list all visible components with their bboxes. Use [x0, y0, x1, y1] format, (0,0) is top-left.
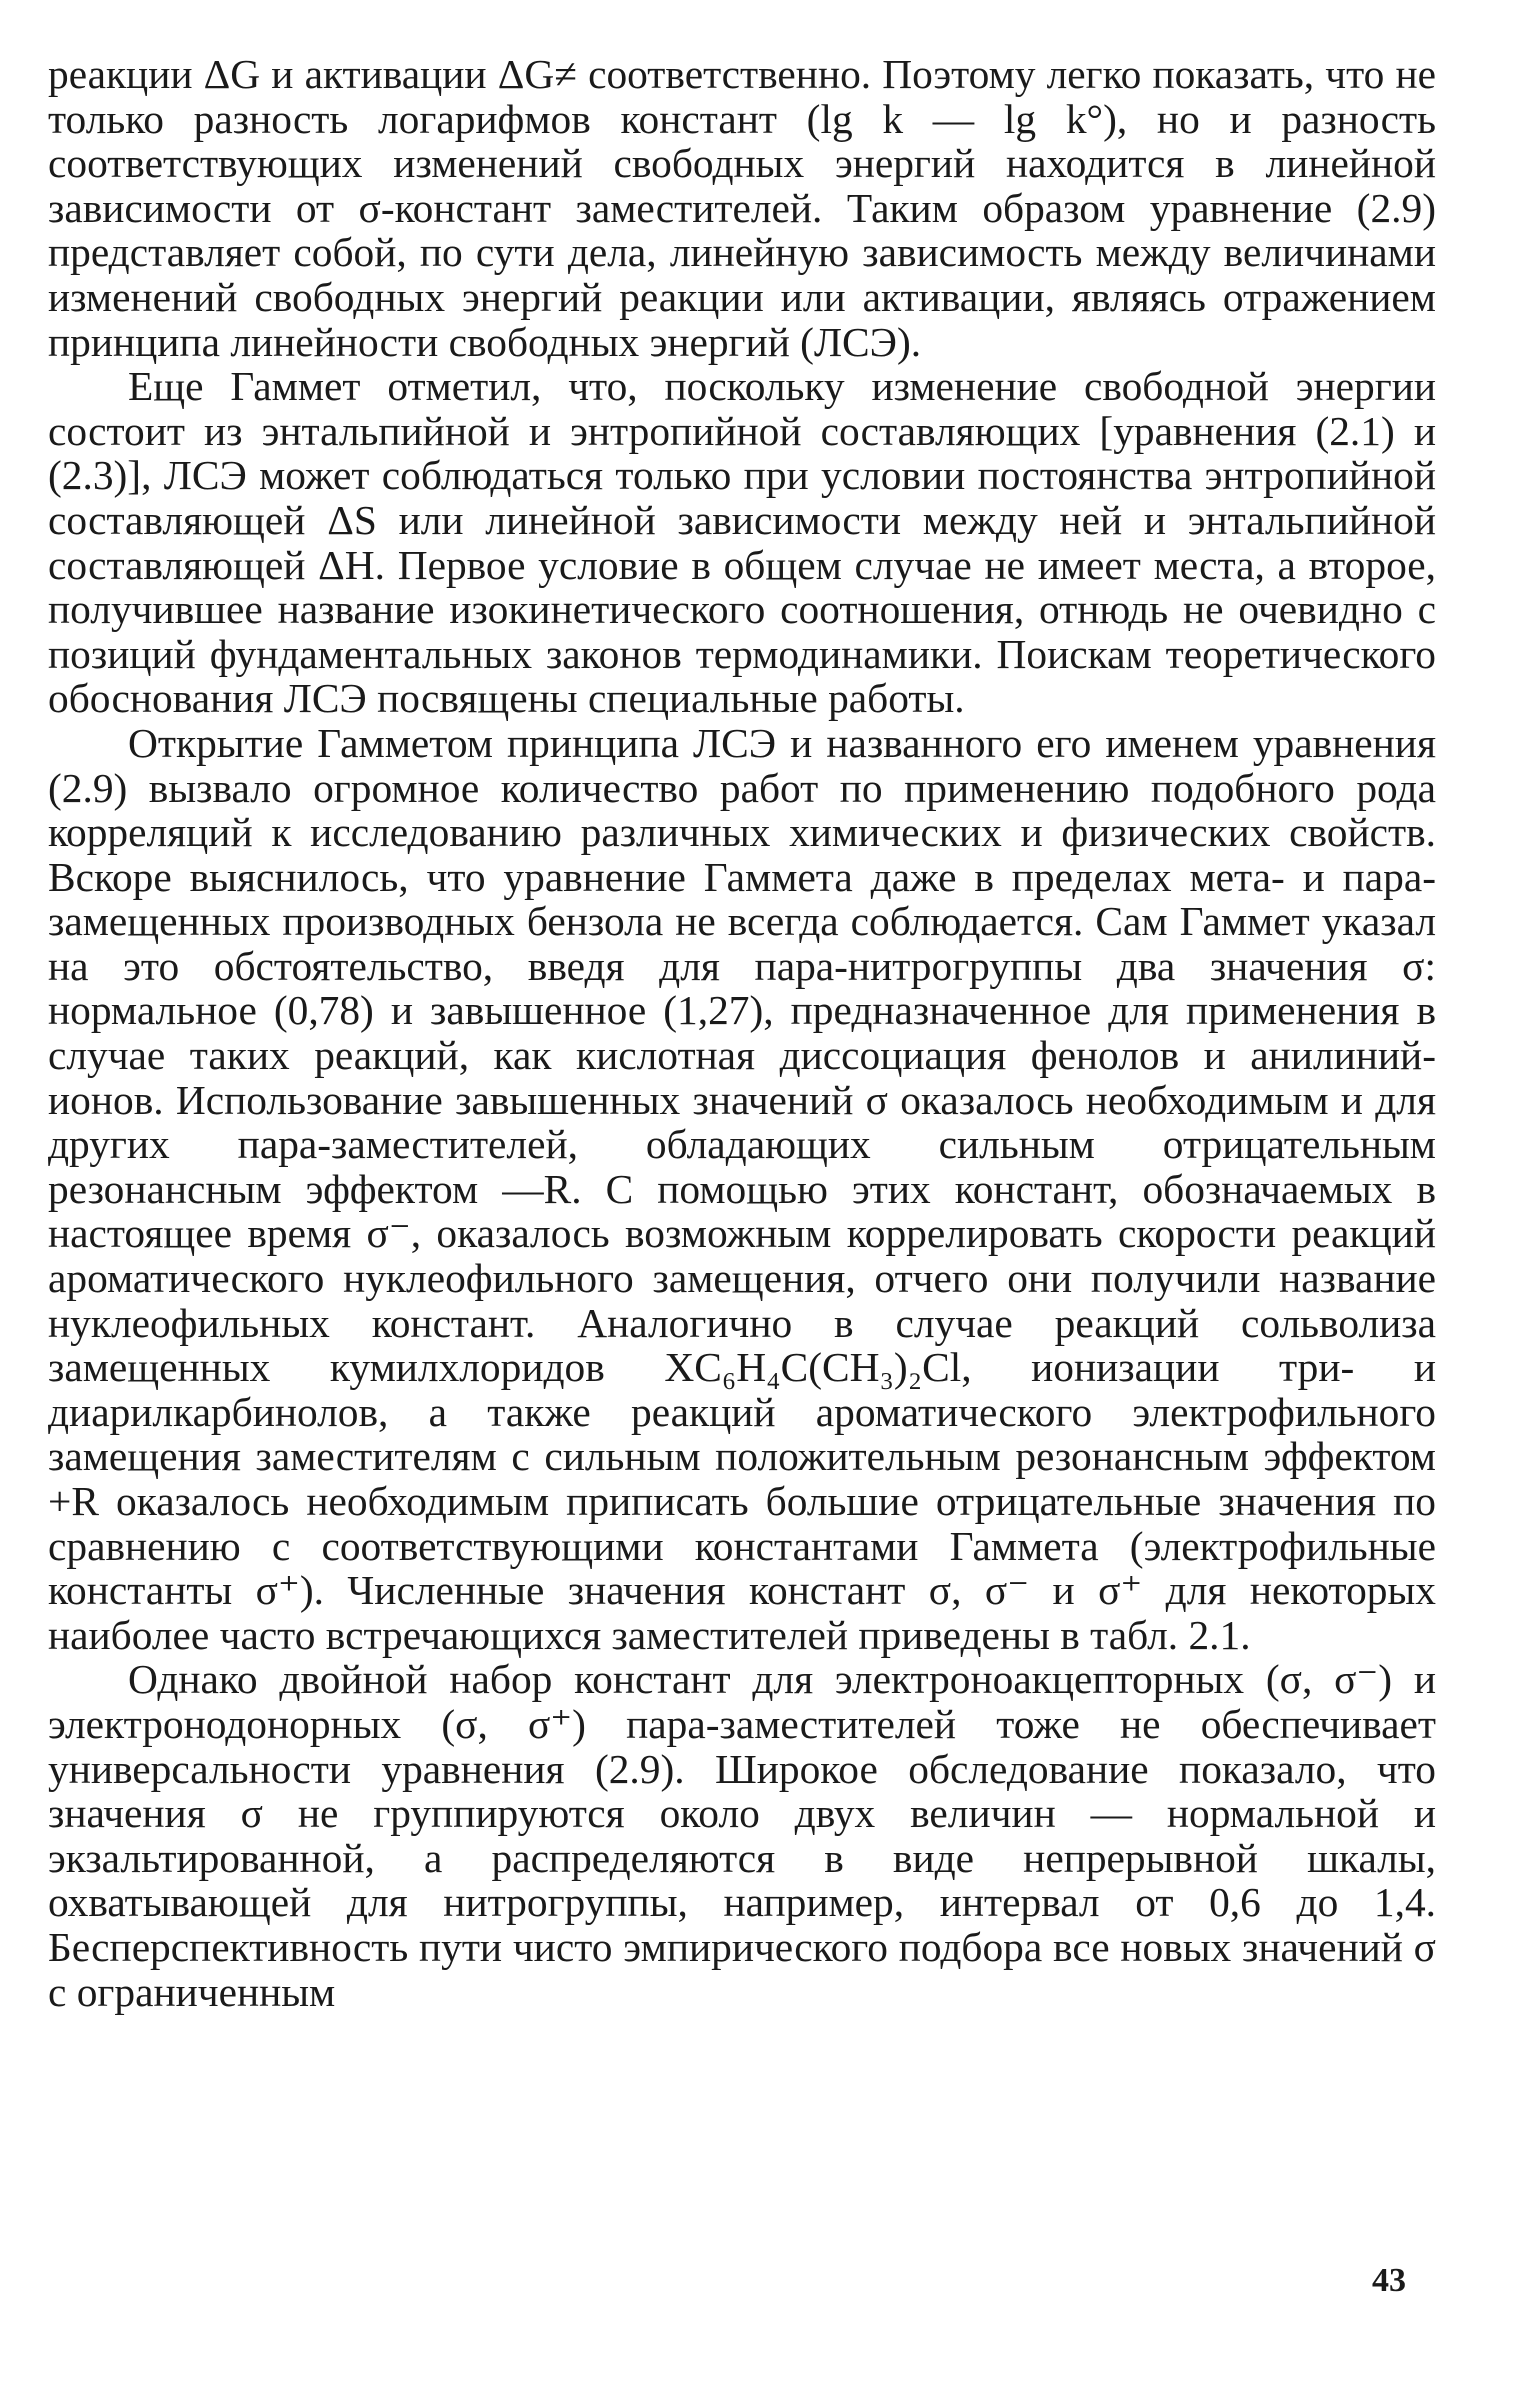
- page-number: 43: [1372, 2262, 1406, 2299]
- paragraph-3: Открытие Гамметом принципа ЛСЭ и названного его именем уравнения (2.9) вызвало огромное количество работ по применению подобного рода корреляций к исследованию различных химических и физических свойств. Вскоре выяснилось, что уравнение Гаммета даже в пределах мета- и пара-замещенных производных бензола не всегда соблюдается. Сам Гаммет указал на это обстоятельство, введя для пара-нитрогруппы два значения σ: нормальное (0,78) и завышенное (1,27), предназначенное для применения в случае таких реакций, как кислотная диссоциация фенолов и анилиний-ионов. Использование завышенных значений σ оказалось необходимым и для других пара-заместителей, обладающих сильным отрицательным резонансным эффектом —R. С помощью этих констант, обозначаемых в настоящее время σ⁻, оказалось возможным коррелировать скорости реакций ароматического нуклеофильного замещения, отчего они получили название нуклеофильных констант. Аналогично в случае реакций сольволиза замещенных кумилхлоридов XC₆H₄C(CH₃)₂Cl, ионизации три- и диарилкарбинолов, а также реакций ароматического электрофильного замещения заместителям с сильным положительным резонансным эффектом +R оказалось необходимым приписать большие отрицательные значения по сравнению с соответствующими константами Гаммета (электрофильные константы σ⁺). Численные значения констант σ, σ⁻ и σ⁺ для некоторых наиболее часто встречающихся заместителей приведены в табл. 2.1.: [48, 719, 1436, 1658]
- paragraph-4: Однако двойной набор констант для электроноакцепторных (σ, σ⁻) и электронодонорных (σ, σ⁺) пара-заместителей тоже не обеспечивает универсальности уравнения (2.9). Широкое обследование показало, что значения σ не группируются около двух величин — нормальной и экзальтированной, а распределяются в виде непрерывной шкалы, охватывающей для нитрогруппы, например, интервал от 0,6 до 1,4. Бесперспективность пути чисто эмпирического подбора все новых значений σ с ограниченным: [48, 1656, 1436, 2015]
- paragraph-1: реакции ΔG и активации ΔG≠ соответственно. Поэтому легко показать, что не только разность логарифмов констант (lg k — lg k°), но и разность соответствующих изменений свободных энергий находится в линейной зависимости от σ-констант заместителей. Таким образом уравнение (2.9) представляет собой, по сути дела, линейную зависимость между величинами изменений свободных энергий реакции или активации, являясь отражением принципа линейности свободных энергий (ЛСЭ).: [48, 51, 1436, 365]
- paragraph-2: Еще Гаммет отметил, что, поскольку изменение свободной энергии состоит из энтальпийной и энтропийной составляющих [уравнения (2.1) и (2.3)], ЛСЭ может соблюдаться только при условии постоянства энтропийной составляющей ΔS или линейной зависимости между ней и энтальпийной составляющей ΔH. Первое условие в общем случае не имеет места, а второе, получившее название изокинетического соотношения, отнюдь не очевидно с позиций фундаментальных законов термодинамики. Поискам теоретического обоснования ЛСЭ посвящены специальные работы.: [48, 363, 1436, 722]
- body-text: [48, 52, 1436, 2014]
